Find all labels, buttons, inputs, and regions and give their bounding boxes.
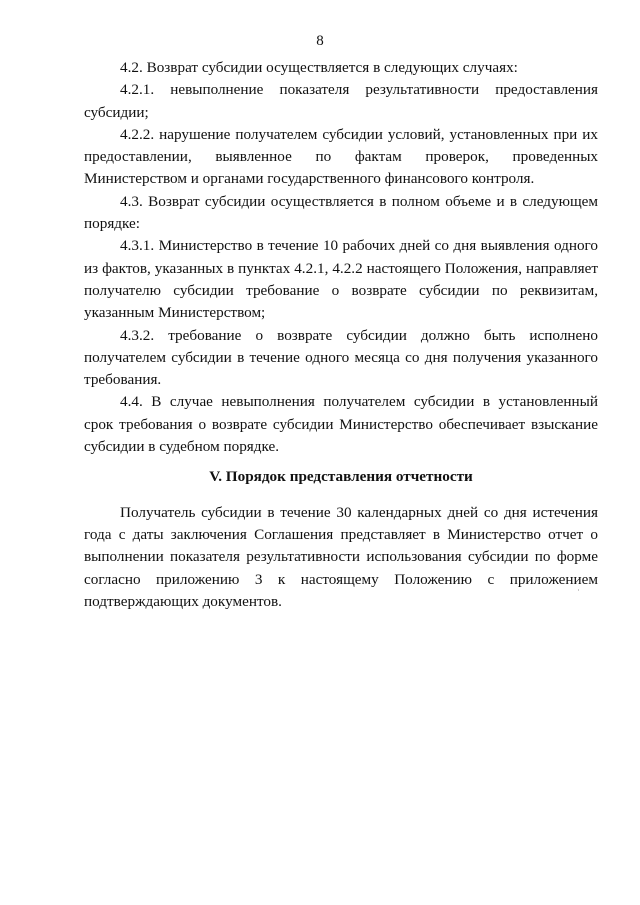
paragraph-4-2-2: 4.2.2. нарушение получателем субсидии условий, установленных при их предоставлении, выявленное по фактам проверок, проведенных Министерством и органами государственного финансового контроля. <box>84 125 598 188</box>
paragraph-5: Получатель субсидии в течение 30 календарных дней со дня истечения года с даты заключения Соглашения представляет в Министерство отчет о выполнении показателя результативности использования субсидии по форме согласно приложению 3 к настоящему Положению с приложением подтверждающих документов. <box>84 503 598 610</box>
paragraph-4-2: 4.2. Возврат субсидии осуществляется в следующих случаях: <box>120 59 518 76</box>
paragraph-4-3: 4.3. Возврат субсидии осуществляется в полном объеме и в следующем порядке: <box>84 192 598 233</box>
spacer <box>84 458 598 466</box>
document-body <box>84 57 598 613</box>
paragraph-4-3-2: 4.3.2. требование о возврате субсидии должно быть исполнено получателем субсидии в течение одного месяца со дня получения указанного требования. <box>84 326 598 389</box>
scan-speck <box>578 589 579 591</box>
paragraph-4-4: 4.4. В случае невыполнения получателем субсидии в установленный срок требования о возврате субсидии Министерство обеспечивает взыскание субсидии в судебном порядке. <box>84 393 598 456</box>
spacer <box>84 489 598 502</box>
section-heading: V. Порядок представления отчетности <box>209 468 473 486</box>
paragraph-4-3-1: 4.3.1. Министерство в течение 10 рабочих дней со дня выявления одного из фактов, указанных в пунктах 4.2.1, 4.2.2 настоящего Положения, направляет получателю субсидии требование о возврате субсидии по реквизитам, указанным Министерством; <box>84 237 598 322</box>
paragraph-4-2-1: 4.2.1. невыполнение показателя результативности предоставления субсидии; <box>84 81 598 121</box>
page-number: 8 <box>316 33 324 49</box>
